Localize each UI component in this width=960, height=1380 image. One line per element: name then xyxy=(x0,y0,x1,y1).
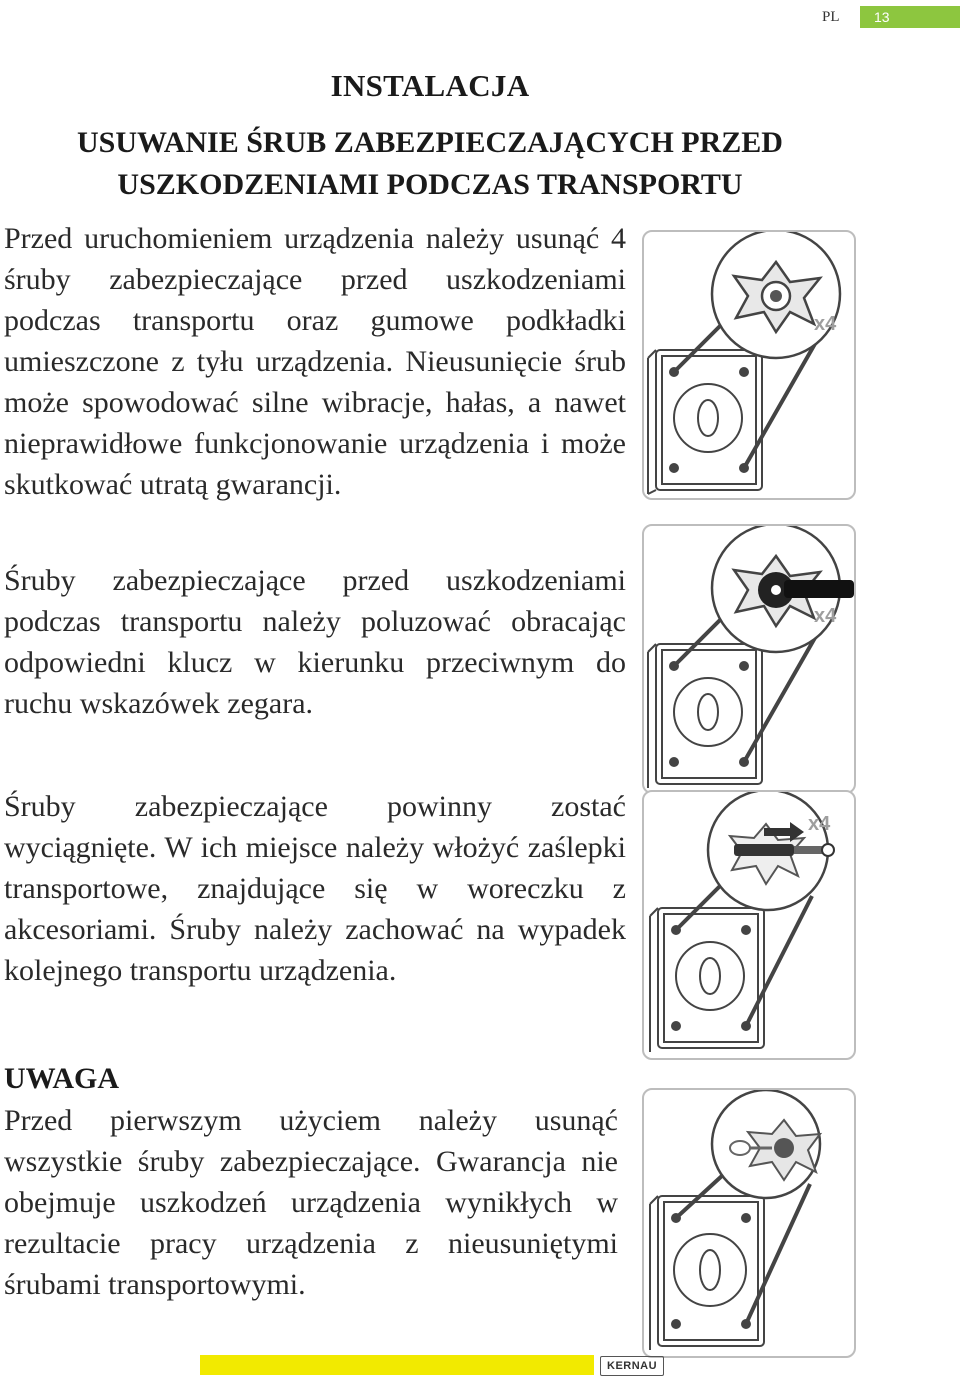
washer-back-drawing xyxy=(648,350,762,494)
section-heading-line-1: USUWANIE ŚRUB ZABEZPIECZAJĄCYCH PRZED xyxy=(77,126,783,159)
bolt-removal-icon xyxy=(708,792,834,910)
wrench-on-bolt-icon xyxy=(712,526,854,652)
transport-cap-icon xyxy=(712,1090,820,1198)
brand-logo: KERNAU xyxy=(600,1356,664,1376)
language-label: PL xyxy=(822,9,840,25)
page-number-badge: 13 xyxy=(860,6,960,28)
illustration-step-4 xyxy=(642,1088,856,1358)
washer-back-drawing xyxy=(650,908,764,1052)
footer-bar xyxy=(200,1355,594,1375)
paragraph-loosen: Śruby zabezpieczające przed uszkodzeniami podczas transportu należy poluzować obracając odpowiedni klucz w kierunku przeciwnym do ruchu wskazówek zegara. xyxy=(4,564,626,720)
washer-back-drawing xyxy=(650,1196,764,1350)
bolt-closeup-icon xyxy=(712,232,840,358)
quantity-label: x4 xyxy=(808,813,831,835)
warning-title: UWAGA xyxy=(4,1062,120,1095)
page-title: INSTALACJA xyxy=(330,68,530,103)
warning-text: Przed pierwszym użyciem należy usunąć wszystkie śruby zabezpieczające. Gwarancja nie obejmuje uszkodzeń urządzenia wynikłych w rezultacie pracy urządzenia z nieusuniętymi śrubami transportowymi. xyxy=(4,1104,618,1301)
paragraph-intro: Przed uruchomieniem urządzenia należy usunąć 4 śruby zabezpieczające przed uszkodzeniami podczas transportu oraz gumowe podkładki umieszczone z tyłu urządzenia. Nieusunięcie śrub może spowodować silne wibracje, hałas, a nawet nieprawidłowe funkcjonowanie urządzenia i może skutkować utratą gwarancji. xyxy=(4,222,626,501)
illustration-step-3 xyxy=(642,790,856,1060)
illustration-step-2 xyxy=(642,524,856,794)
washer-back-drawing xyxy=(648,644,762,788)
section-heading xyxy=(0,122,860,206)
paragraph-remove: Śruby zabezpieczające powinny zostać wyciągnięte. W ich miejsce należy włożyć zaślepki transportowe, znajdujące się w woreczku z akcesoriami. Śruby należy zachować na wypadek kolejnego transportu urządzenia. xyxy=(4,790,626,987)
quantity-label: x4 xyxy=(814,605,837,627)
illustration-step-1 xyxy=(642,230,856,500)
section-heading-line-2: USZKODZENIAMI PODCZAS TRANSPORTU xyxy=(117,168,743,201)
quantity-label: x4 xyxy=(814,313,837,335)
